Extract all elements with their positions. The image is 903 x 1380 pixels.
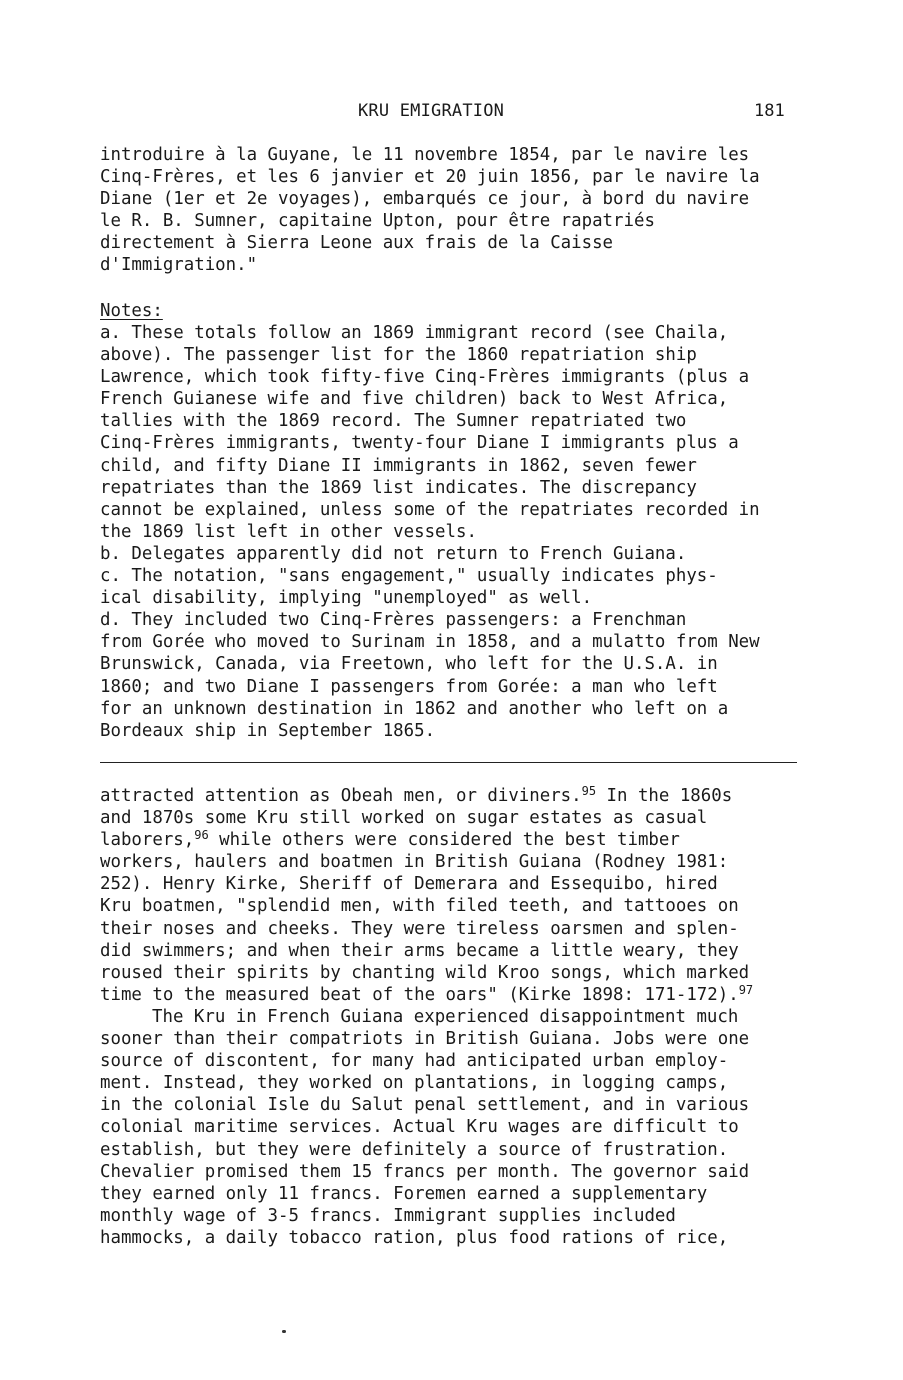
quote-line: Diane (1er et 2e voyages), embarqués ce jour, à bord du navire [100,189,750,210]
body-line: colonial maritime services. Actual Kru wages are difficult to [100,1117,739,1138]
footnote-ref[interactable]: 96 [194,828,209,843]
body-line: ment. Instead, they worked on plantations, in logging camps, [100,1073,729,1094]
note-line: a. These totals follow an 1869 immigrant record (see Chaila, [100,323,729,343]
section-divider [100,762,797,763]
body-line: and 1870s some Kru still worked on sugar estates as casual [100,808,708,829]
note-line: ical disability, implying "unemployed" as well. [100,588,593,609]
body-line: roused their spirits by chanting wild Kroo songs, which marked [100,962,750,983]
body-line: time to the measured beat of the oars" (Kirke 1898: 171-172).$^{97}$ [100,982,754,1005]
ink-speck [282,1330,286,1333]
note-line: the 1869 list left in other vessels. [100,521,477,542]
note-line: child, and fifty Diane II immigrants in 1862, seven fewer [100,455,697,476]
body-line: did swimmers; and when their arms became a little weary, they [100,940,739,961]
body-line: workers, haulers and boatmen in British Guiana (Rodney 1981: [100,852,729,873]
body-text [100,785,797,1249]
note-line: Lawrence, which took fifty-five Cinq-Frères immigrants (plus a [100,367,750,388]
body-line: establish, but they were definitely a source of frustration. [100,1139,729,1160]
note-line: d. They included two Cinq-Frères passengers: a Frenchman [100,610,687,631]
footnote-ref[interactable]: 97 [738,982,754,997]
note-line: c. The notation, "sans engagement," usually indicates phys- [100,566,718,587]
page-number: 181 [754,101,785,121]
note-line: from Gorée who moved to Surinam in 1858, and a mulatto from New [100,632,760,653]
body-line: they earned only 11 francs. Foremen earned a supplementary [100,1183,708,1204]
body-line: Chevalier promised them 15 francs per month. The governor said [100,1161,750,1182]
body-line: source of discontent, for many had anticipated urban employ- [100,1051,729,1072]
note-line: French Guianese wife and five children) back to West Africa, [100,389,729,410]
footnote-ref[interactable]: 95 [581,784,597,798]
running-title: KRU EMIGRATION [358,101,505,121]
note-line: Bordeaux ship in September 1865. [100,720,436,741]
note-line: above). The passenger list for the 1860 repatriation ship [100,345,697,366]
note-line: tallies with the 1869 record. The Sumner repatriated two [100,411,687,432]
quote-line: le R. B. Sumner, capitaine Upton, pour être rapatriés [100,211,655,232]
body-line: their noses and cheeks. They were tireless oarsmen and splen- [100,918,739,939]
notes-heading: Notes: [100,301,163,321]
body-line: sooner than their compatriots in British Guiana. Jobs were one [100,1029,750,1050]
note-line: 1860; and two Diane I passengers from Gorée: a man who left [100,676,718,697]
body-line: attracted attention as Obeah men, or diviners.$^{95}$ In the 1860s [100,784,733,806]
body-line: 252). Henry Kirke, Sheriff of Demerara and Essequibo, hired [100,874,718,895]
note-line: cannot be explained, unless some of the repatriates recorded in [100,499,760,520]
note-line: Brunswick, Canada, via Freetown, who left for the U.S.A. in [100,654,718,675]
quoted-passage [100,144,797,277]
note-line: repatriates than the 1869 list indicates. The discrepancy [100,477,697,498]
body-line: Kru boatmen, "splendid men, with filed teeth, and tattooes on [100,896,739,917]
quote-line: introduire à la Guyane, le 11 novembre 1854, par le navire les [100,145,750,165]
notes-block [100,322,797,742]
quote-line: Cinq-Frères, et les 6 janvier et 20 juin 1856, par le navire la [100,167,760,188]
note-line: b. Delegates apparently did not return to French Guiana. [100,543,687,564]
quote-line: directement à Sierra Leone aux frais de la Caisse [100,233,614,254]
quote-line: d'Immigration." [100,255,258,276]
body-line: laborers,$^{96}$ while others were considered the best timber [100,828,680,851]
paragraph-start: The Kru in French Guiana experienced disappointment much [152,1006,739,1027]
body-line: hammocks, a daily tobacco ration, plus food rations of rice, [100,1227,729,1248]
body-line: monthly wage of 3-5 francs. Immigrant supplies included [100,1205,676,1226]
note-line: for an unknown destination in 1862 and another who left on a [100,698,729,719]
note-line: Cinq-Frères immigrants, twenty-four Diane I immigrants plus a [100,433,739,454]
running-header [0,101,903,125]
body-line: in the colonial Isle du Salut penal settlement, and in various [100,1095,750,1116]
